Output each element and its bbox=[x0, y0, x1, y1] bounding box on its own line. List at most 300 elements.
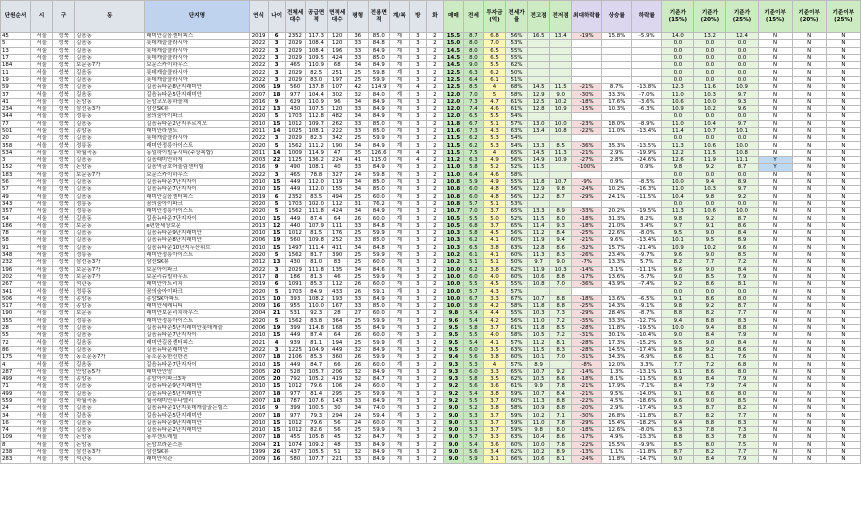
column-header[interactable]: 투자금(억) bbox=[483, 1, 505, 33]
table-cell: 9.7 bbox=[528, 259, 550, 266]
table-cell: 5.8 bbox=[463, 375, 483, 382]
column-header[interactable]: 전세 bbox=[463, 1, 483, 33]
table-cell: 롯데캐슬클라시아 bbox=[145, 69, 249, 76]
table-cell: 60% bbox=[506, 237, 528, 244]
table-row[interactable] bbox=[1, 259, 861, 266]
table-cell: 2012 bbox=[249, 105, 268, 112]
table-cell: 삼선동3가 bbox=[75, 259, 145, 266]
table-row[interactable] bbox=[1, 149, 861, 156]
table-cell: 롯데캐슬클라시아 bbox=[145, 135, 249, 142]
table-cell: 계 bbox=[389, 127, 409, 134]
table-row[interactable] bbox=[1, 105, 861, 112]
table-cell: 8.2 bbox=[694, 310, 726, 317]
table-cell: N bbox=[792, 33, 826, 40]
table-cell: 26 bbox=[347, 281, 368, 288]
table-cell: 2020 bbox=[249, 200, 268, 207]
table-cell: 2 bbox=[426, 135, 443, 142]
column-header[interactable]: 동 bbox=[75, 1, 145, 33]
table-cell: 399 bbox=[285, 324, 305, 331]
column-header[interactable]: 시 bbox=[31, 1, 53, 33]
table-cell: 10.1 bbox=[662, 237, 694, 244]
column-header[interactable]: 기준이부(25%) bbox=[826, 1, 860, 33]
table-cell: -21% bbox=[572, 390, 602, 397]
table-cell: 33 bbox=[347, 40, 368, 47]
table-cell: 2020 bbox=[249, 288, 268, 295]
table-cell: 1012 bbox=[285, 230, 305, 237]
table-cell: 10.3 bbox=[694, 186, 726, 193]
column-header[interactable]: 방 bbox=[409, 1, 426, 33]
table-cell: 서울 bbox=[31, 288, 53, 295]
table-row[interactable] bbox=[1, 98, 861, 105]
table-cell: 449 bbox=[285, 178, 305, 185]
table-row[interactable] bbox=[1, 448, 861, 455]
table-row[interactable] bbox=[1, 135, 861, 142]
table-row[interactable] bbox=[1, 412, 861, 419]
table-cell: 10.5 bbox=[528, 332, 550, 339]
table-cell: 4 bbox=[409, 157, 426, 164]
table-row[interactable] bbox=[1, 200, 861, 207]
table-row[interactable] bbox=[1, 332, 861, 339]
table-row[interactable] bbox=[1, 281, 861, 288]
table-cell: -24% bbox=[572, 456, 602, 463]
table-cell: 9.5 bbox=[694, 237, 726, 244]
table-cell: 9 bbox=[268, 98, 285, 105]
table-cell: N bbox=[826, 441, 860, 448]
table-cell: 3 bbox=[409, 456, 426, 463]
table-cell: 2019 bbox=[249, 33, 268, 40]
table-cell: 성북 bbox=[53, 215, 75, 222]
table-cell: 109.5 bbox=[305, 54, 327, 61]
table-cell: 2 bbox=[426, 215, 443, 222]
table-cell: 10.8 bbox=[443, 186, 463, 193]
table-row[interactable] bbox=[1, 40, 861, 47]
table-cell: 5 bbox=[268, 251, 285, 258]
table-cell: N bbox=[758, 171, 792, 178]
table-cell: 2019 bbox=[249, 193, 268, 200]
table-cell: 10 bbox=[268, 295, 285, 302]
column-header[interactable]: 기준가(20%) bbox=[694, 1, 726, 33]
column-header[interactable]: 전고점 bbox=[528, 1, 550, 33]
table-cell: 2 bbox=[426, 149, 443, 156]
table-cell: 21 bbox=[268, 441, 285, 448]
table-cell: 10.0 bbox=[726, 142, 758, 149]
table-cell: 2 bbox=[426, 295, 443, 302]
table-cell: 22.6% bbox=[602, 230, 632, 237]
table-cell: 2 bbox=[426, 412, 443, 419]
table-cell: 11.8 bbox=[528, 302, 550, 309]
table-cell: 정릉동 bbox=[75, 288, 145, 295]
table-cell: 서울 bbox=[31, 448, 53, 455]
table-cell: N bbox=[758, 40, 792, 47]
table-cell: 60.0 bbox=[368, 419, 389, 426]
column-header[interactable]: 평형 bbox=[347, 1, 368, 33]
table-row[interactable] bbox=[1, 222, 861, 229]
table-cell: N bbox=[758, 324, 792, 331]
table-cell: 0.0 bbox=[726, 62, 758, 69]
table-cell: 33 bbox=[347, 456, 368, 463]
table-cell: 성북 bbox=[53, 200, 75, 207]
table-cell: 0.0 bbox=[662, 135, 694, 142]
table-cell: 8.4 bbox=[662, 383, 694, 390]
table-cell: 87.4 bbox=[305, 332, 327, 339]
table-cell: 33 bbox=[347, 397, 368, 404]
table-cell: 서울 bbox=[31, 317, 53, 324]
table-cell bbox=[550, 135, 572, 142]
table-cell: 서울 bbox=[31, 215, 53, 222]
table-row[interactable] bbox=[1, 76, 861, 83]
table-row[interactable] bbox=[1, 339, 861, 346]
table-row[interactable] bbox=[1, 310, 861, 317]
table-cell: 18 bbox=[268, 354, 285, 361]
table-cell: 66 bbox=[327, 361, 347, 368]
table-cell: 서울 bbox=[31, 456, 53, 463]
table-row[interactable] bbox=[1, 324, 861, 331]
table-cell: 계 bbox=[389, 273, 409, 280]
column-header[interactable]: 구 bbox=[53, 1, 75, 33]
table-cell: 3.4 bbox=[483, 448, 505, 455]
table-cell: 5 bbox=[268, 113, 285, 120]
table-cell: 8.4 bbox=[726, 230, 758, 237]
table-cell: 2 bbox=[426, 69, 443, 76]
table-row[interactable] bbox=[1, 186, 861, 193]
table-cell: 3.7 bbox=[483, 397, 505, 404]
table-cell: 115.0 bbox=[368, 157, 389, 164]
table-cell: N bbox=[826, 127, 860, 134]
column-header[interactable]: 면적세대수 bbox=[327, 1, 347, 33]
table-cell: 0.0 bbox=[662, 54, 694, 61]
table-cell: N bbox=[826, 390, 860, 397]
table-cell: 계 bbox=[389, 142, 409, 149]
table-cell: 2010 bbox=[249, 427, 268, 434]
table-row[interactable] bbox=[1, 47, 861, 54]
table-cell: 길음뉴타운2단지래미안 bbox=[145, 427, 249, 434]
table-cell: 10.3 bbox=[528, 310, 550, 317]
table-row[interactable] bbox=[1, 397, 861, 404]
table-row[interactable] bbox=[1, 215, 861, 222]
table-cell: -14% bbox=[572, 368, 602, 375]
table-row[interactable] bbox=[1, 171, 861, 178]
column-header[interactable]: 단지명 bbox=[145, 1, 249, 33]
table-row[interactable] bbox=[1, 427, 861, 434]
table-cell: 108.4 bbox=[305, 40, 327, 47]
table-cell: N bbox=[758, 390, 792, 397]
column-header[interactable]: 나이 bbox=[268, 1, 285, 33]
table-cell: 8 bbox=[268, 273, 285, 280]
table-row[interactable] bbox=[1, 69, 861, 76]
table-cell: 성북 bbox=[53, 251, 75, 258]
table-row[interactable] bbox=[1, 288, 861, 295]
table-cell: 1562 bbox=[285, 142, 305, 149]
table-cell: 8.1 bbox=[726, 281, 758, 288]
table-cell: 60.0 bbox=[368, 281, 389, 288]
table-cell: 2 bbox=[426, 120, 443, 127]
table-cell: N bbox=[826, 251, 860, 258]
table-cell: N bbox=[826, 164, 860, 171]
table-cell bbox=[550, 113, 572, 120]
table-cell: 9.1 bbox=[662, 368, 694, 375]
table-row[interactable] bbox=[1, 346, 861, 353]
table-cell: 계 bbox=[389, 193, 409, 200]
table-cell: 월곡래미안루나밸리 bbox=[145, 397, 249, 404]
table-cell: 10.2 bbox=[443, 259, 463, 266]
table-cell: 성북 bbox=[53, 149, 75, 156]
table-cell: N bbox=[758, 412, 792, 419]
column-header[interactable]: 기준가(15%) bbox=[662, 1, 694, 33]
table-cell: 7.7 bbox=[662, 361, 694, 368]
column-header[interactable]: 계/복 bbox=[389, 1, 409, 33]
table-cell: 계 bbox=[389, 456, 409, 463]
table-cell: N bbox=[758, 361, 792, 368]
table-cell: 357 bbox=[1, 208, 31, 215]
table-row[interactable] bbox=[1, 127, 861, 134]
table-cell: 8.6 bbox=[550, 434, 572, 441]
table-cell: 3.6 bbox=[483, 383, 505, 390]
column-header[interactable]: 상승률 bbox=[602, 1, 632, 33]
table-cell: 길음동 bbox=[75, 390, 145, 397]
table-cell: 12.5 bbox=[443, 76, 463, 83]
table-cell: 2 bbox=[426, 40, 443, 47]
table-cell bbox=[528, 171, 550, 178]
table-cell: 8.7 bbox=[726, 164, 758, 171]
table-row[interactable] bbox=[1, 237, 861, 244]
table-row[interactable] bbox=[1, 441, 861, 448]
table-row[interactable] bbox=[1, 244, 861, 251]
table-cell: 2 bbox=[426, 200, 443, 207]
table-cell: 10.0 bbox=[443, 288, 463, 295]
table-row[interactable] bbox=[1, 375, 861, 382]
table-row[interactable] bbox=[1, 113, 861, 120]
table-row[interactable] bbox=[1, 317, 861, 324]
table-cell: 12.6 bbox=[662, 157, 694, 164]
table-cell: N bbox=[792, 310, 826, 317]
table-cell: 길음뉴타운5단지래미안롯데캐슬 bbox=[145, 324, 249, 331]
table-row[interactable] bbox=[1, 361, 861, 368]
table-row[interactable] bbox=[1, 54, 861, 61]
column-header[interactable]: 매매 bbox=[443, 1, 463, 33]
table-cell: 성북 bbox=[53, 412, 75, 419]
table-row[interactable] bbox=[1, 178, 861, 185]
table-cell: 3.3% bbox=[632, 361, 662, 368]
table-cell: 길음동 bbox=[75, 419, 145, 426]
table-cell: 2007 bbox=[249, 434, 268, 441]
table-cell: N bbox=[792, 157, 826, 164]
column-header[interactable]: 기준가(25%) bbox=[726, 1, 758, 33]
table-row[interactable] bbox=[1, 251, 861, 258]
table-cell: 6.0 bbox=[463, 273, 483, 280]
table-cell: 3.5 bbox=[483, 346, 505, 353]
table-cell: N bbox=[758, 368, 792, 375]
table-cell: 5.3 bbox=[463, 427, 483, 434]
table-row[interactable] bbox=[1, 273, 861, 280]
table-cell: 서울 bbox=[31, 127, 53, 134]
table-cell: 9.7 bbox=[726, 186, 758, 193]
table-cell: -7.0% bbox=[632, 91, 662, 98]
table-cell: N bbox=[792, 127, 826, 134]
table-cell: 길음뉴타운8단지래미안 bbox=[145, 84, 249, 91]
table-cell bbox=[528, 54, 550, 61]
table-row[interactable] bbox=[1, 390, 861, 397]
table-cell: 3 bbox=[409, 113, 426, 120]
table-cell bbox=[602, 164, 632, 171]
table-row[interactable] bbox=[1, 354, 861, 361]
table-cell: 돈암코오롱하늘채 bbox=[145, 98, 249, 105]
table-cell: 7.8 bbox=[726, 434, 758, 441]
table-cell: 2007 bbox=[249, 91, 268, 98]
table-cell: 성북 bbox=[53, 157, 75, 164]
table-row[interactable] bbox=[1, 33, 861, 40]
table-cell: 15 bbox=[268, 120, 285, 127]
table-cell: 2020 bbox=[249, 251, 268, 258]
table-cell: N bbox=[792, 456, 826, 463]
column-header[interactable]: 기준이부(15%) bbox=[758, 1, 792, 33]
table-cell: 2 bbox=[426, 346, 443, 353]
column-header[interactable]: 최대하락률 bbox=[572, 1, 602, 33]
column-header[interactable]: 전세가율 bbox=[506, 1, 528, 33]
table-cell: 9.0 bbox=[694, 397, 726, 404]
table-cell: 107.6 bbox=[305, 397, 327, 404]
table-cell: 5 bbox=[268, 200, 285, 207]
table-row[interactable] bbox=[1, 157, 861, 164]
table-cell: 3 bbox=[409, 302, 426, 309]
table-cell: 성북 bbox=[53, 295, 75, 302]
table-cell: 9.0 bbox=[463, 62, 483, 69]
table-cell: 계 bbox=[389, 135, 409, 142]
table-cell: 85.0 bbox=[368, 186, 389, 193]
table-cell bbox=[602, 135, 632, 142]
table-cell: 9.0 bbox=[694, 266, 726, 273]
table-cell: 9.8 bbox=[662, 164, 694, 171]
table-cell: 8.3 bbox=[550, 251, 572, 258]
table-cell: 서울 bbox=[31, 419, 53, 426]
table-cell: N bbox=[792, 281, 826, 288]
table-cell bbox=[572, 200, 602, 207]
column-header[interactable]: 전저점 bbox=[550, 1, 572, 33]
table-cell: 4 bbox=[268, 339, 285, 346]
table-cell: 8.9 bbox=[662, 375, 694, 382]
table-cell: N bbox=[792, 40, 826, 47]
table-cell: 9.2 bbox=[550, 368, 572, 375]
table-row[interactable] bbox=[1, 84, 861, 91]
column-header[interactable]: 화 bbox=[426, 1, 443, 33]
table-cell: N bbox=[826, 412, 860, 419]
table-row[interactable] bbox=[1, 208, 861, 215]
table-cell: 4.0 bbox=[483, 273, 505, 280]
table-cell: 10.6 bbox=[662, 98, 694, 105]
table-cell: 59.8 bbox=[368, 171, 389, 178]
table-cell bbox=[528, 135, 550, 142]
table-cell: 2 bbox=[426, 171, 443, 178]
table-row[interactable] bbox=[1, 434, 861, 441]
table-cell: 18 bbox=[268, 412, 285, 419]
table-row[interactable] bbox=[1, 164, 861, 171]
table-row[interactable] bbox=[1, 295, 861, 302]
table-cell: 길음동 bbox=[75, 237, 145, 244]
table-cell: 0.0 bbox=[726, 113, 758, 120]
column-header[interactable]: 하락률 bbox=[632, 1, 662, 33]
table-cell: 358 bbox=[1, 142, 31, 149]
column-header[interactable]: 연식 bbox=[249, 1, 268, 33]
table-cell: -11.5% bbox=[632, 375, 662, 382]
table-cell: 8.6 bbox=[694, 390, 726, 397]
table-row[interactable] bbox=[1, 230, 861, 237]
table-cell: 24 bbox=[347, 412, 368, 419]
table-row[interactable] bbox=[1, 456, 861, 463]
column-header[interactable]: 공급면적 bbox=[305, 1, 327, 33]
table-cell: 성북 bbox=[53, 193, 75, 200]
table-row[interactable] bbox=[1, 383, 861, 390]
table-cell: 서울 bbox=[31, 390, 53, 397]
table-cell: 서울 bbox=[31, 142, 53, 149]
column-header[interactable]: 전용면적 bbox=[368, 1, 389, 33]
table-row[interactable] bbox=[1, 266, 861, 273]
table-cell: 8.3 bbox=[694, 434, 726, 441]
table-row[interactable] bbox=[1, 368, 861, 375]
table-cell: 하월곡동 bbox=[75, 397, 145, 404]
table-cell: N bbox=[826, 98, 860, 105]
table-cell: 11.8 bbox=[443, 120, 463, 127]
table-cell: 35 bbox=[347, 324, 368, 331]
table-cell: 래미안정릉아이스트 bbox=[145, 208, 249, 215]
table-cell: 길음동 bbox=[75, 135, 145, 142]
table-cell: 9.0 bbox=[443, 419, 463, 426]
table-row[interactable] bbox=[1, 91, 861, 98]
table-cell: 계 bbox=[389, 434, 409, 441]
table-cell: 23.4% bbox=[602, 251, 632, 258]
table-cell: -33% bbox=[572, 208, 602, 215]
table-cell: 2010 bbox=[249, 215, 268, 222]
table-cell: 0.0 bbox=[726, 47, 758, 54]
table-cell: 3 bbox=[409, 193, 426, 200]
table-row[interactable] bbox=[1, 120, 861, 127]
table-cell: 108.1 bbox=[305, 127, 327, 134]
table-cell: 12.8 bbox=[528, 244, 550, 251]
table-cell: 629 bbox=[285, 98, 305, 105]
table-cell: 41 bbox=[1, 98, 31, 105]
table-cell: N bbox=[826, 76, 860, 83]
table-cell: N bbox=[826, 383, 860, 390]
table-cell: N bbox=[758, 244, 792, 251]
table-cell: 81.5 bbox=[305, 230, 327, 237]
table-cell: 8.7 bbox=[550, 193, 572, 200]
table-cell: N bbox=[792, 230, 826, 237]
table-cell: 11.3 bbox=[662, 142, 694, 149]
table-cell: 성북 bbox=[53, 178, 75, 185]
table-cell: 길음뉴타운5단지래미안 bbox=[145, 390, 249, 397]
table-cell: 0.9% bbox=[602, 178, 632, 185]
table-row[interactable] bbox=[1, 419, 861, 426]
table-cell: 3 bbox=[409, 105, 426, 112]
column-header[interactable]: 기준이부(20%) bbox=[792, 1, 826, 33]
table-cell: 8.7 bbox=[694, 405, 726, 412]
table-row[interactable] bbox=[1, 142, 861, 149]
table-row[interactable] bbox=[1, 62, 861, 69]
table-cell: -22% bbox=[572, 441, 602, 448]
table-row[interactable] bbox=[1, 193, 861, 200]
table-cell: 3 bbox=[409, 368, 426, 375]
column-header[interactable]: 전체세대수 bbox=[285, 1, 305, 33]
table-cell: 13.4 bbox=[550, 33, 572, 40]
table-cell: 34 bbox=[347, 62, 368, 69]
table-cell: 1012 bbox=[285, 427, 305, 434]
table-cell: 서울 bbox=[31, 383, 53, 390]
table-row[interactable] bbox=[1, 302, 861, 309]
table-cell: 3 bbox=[409, 33, 426, 40]
table-cell: 48 bbox=[327, 441, 347, 448]
column-header[interactable]: 단원순서 bbox=[1, 1, 31, 33]
table-cell: 11.8 bbox=[528, 324, 550, 331]
table-row[interactable] bbox=[1, 405, 861, 412]
table-cell: 8.9 bbox=[726, 178, 758, 185]
